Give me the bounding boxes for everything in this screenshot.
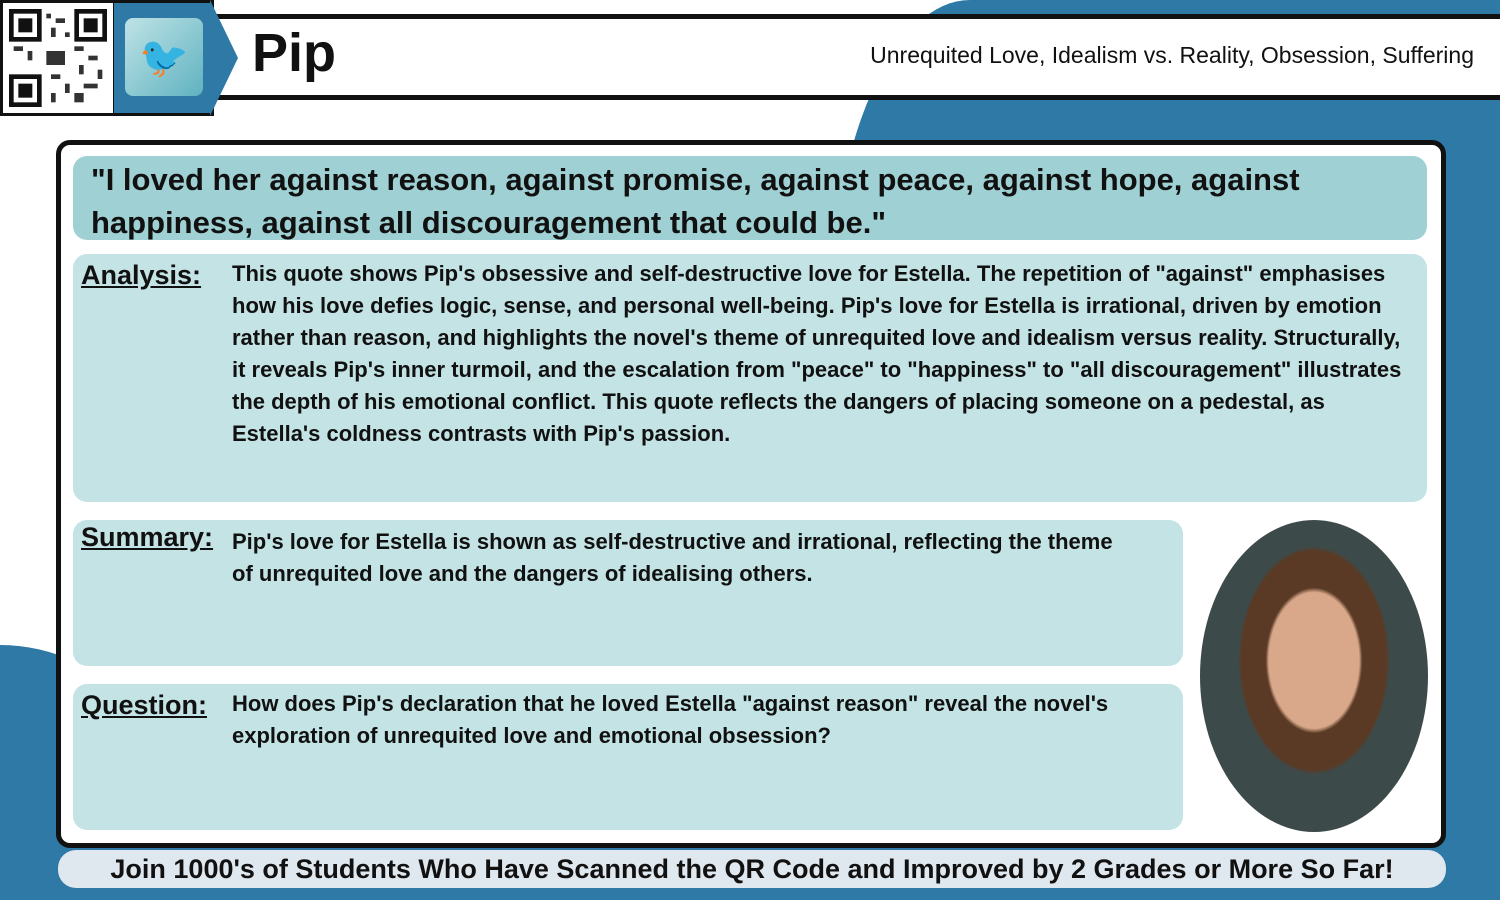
qr-code[interactable] [0,0,116,116]
themes-list: Unrequited Love, Idealism vs. Reality, Obsession, Suffering [870,42,1474,68]
analysis-box [73,254,1427,502]
summary-box [73,520,1183,666]
summary-text: Pip's love for Estella is shown as self-destructive and irrational, reflecting the theme of unrequited love and the dangers of idealising others. [232,529,1113,586]
starling-logo: 🐦 [125,18,203,96]
question-box [73,684,1183,830]
quote-box: "I loved her against reason, against promise, against peace, against hope, against happiness, against all discouragement that could be." [73,156,1427,240]
analysis-text: This quote shows Pip's obsessive and self-destructive love for Estella. The repetition of "against" emphasises how his love defies logic, sense, and personal well-being. Pip's love for Estella is irrational, driven by emotion rather than reason, and highlights the novel's theme of unrequited love and idealism versus reality. Structurally, it reveals Pip's inner turmoil, and the escalation from "peace" to "happiness" to "all discouragement" illustrates the depth of his emotional conflict. This quote reflects the dangers of placing someone on a pedestal, as Estella's coldness contrasts with Pip's passion. [232,261,1402,446]
page-title: Pip [252,23,337,83]
question-text: How does Pip's declaration that he loved Estella "against reason" reveal the novel's exploration of unrequited love and emotional obsession? [232,691,1109,748]
analysis-label: Analysis: [81,260,202,290]
question-label: Question: [81,690,207,720]
arrow-decoration [210,0,238,116]
summary-label: Summary: [81,522,214,552]
footer-banner: Join 1000's of Students Who Have Scanned the QR Code and Improved by 2 Grades or More So Far! [58,850,1446,888]
pip-portrait [1200,520,1428,832]
